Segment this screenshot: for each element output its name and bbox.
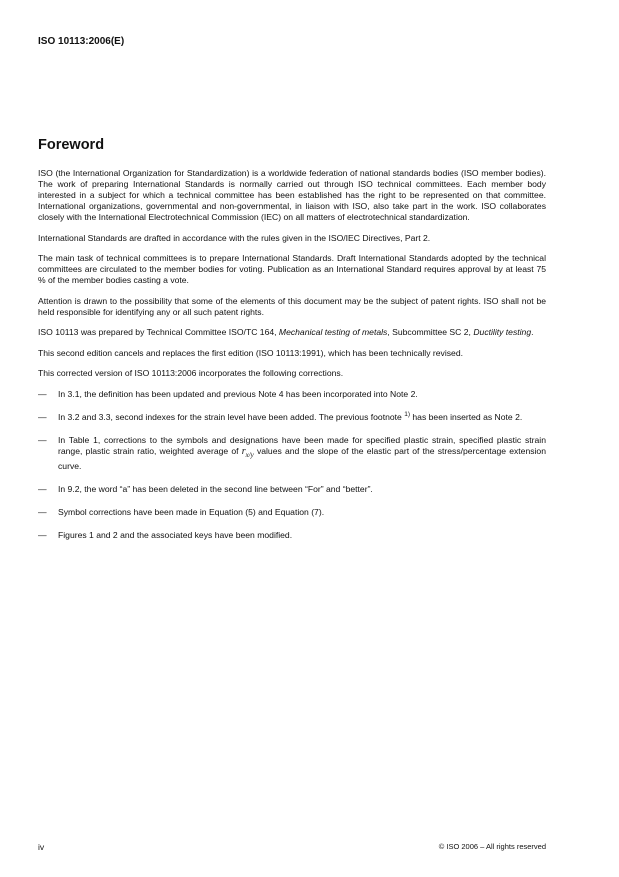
list-item [38,435,546,472]
paragraph-main-task: The main task of technical committees is to prepare International Standards. Draft International Standards adopted by the technical committees are circulated to the member bodies for voting. Publication as an International Standard requires approval by at least 75 % of the member bodies casting a vote. [38,253,546,285]
committee-name: Mechanical testing of metals [278,327,388,337]
foreword-body [38,168,546,553]
list-item [38,412,546,423]
correction-text-start: In Table 1, corrections to the symbols and designations have been made for specified plastic strain, specified plastic strain range, plastic strain ratio, weighted average of [58,434,546,456]
paragraph-directives: International Standards are drafted in accordance with the rules given in the ISO/IEC Directives, Part 2. [38,232,431,243]
paragraph-patent-rights: Attention is drawn to the possibility that some of the elements of this document may be the subject of patent rights. ISO shall not be held responsible for identifying any or all such patent rights. [38,295,546,317]
correction-text-end: has been inserted as Note 2. [410,411,523,422]
page-number: iv [38,842,45,852]
list-item [38,484,546,495]
symbol-r [242,446,254,457]
document-header-id: ISO 10113:2006(E) [38,36,125,47]
symbol-base: r [241,445,246,457]
list-dash: — [38,529,47,540]
correction-text: In 9.2, the word “a” has been deleted in the second line between “For” and “better”. [58,483,373,494]
paragraph-prepared-by [38,327,546,338]
correction-text-start: In 3.2 and 3.3, second indexes for the strain level have been added. The previous footnote [58,411,405,422]
correction-text: In 3.1, the definition has been updated and previous Note 4 has been incorporated into Note 2. [58,388,418,399]
list-item [38,389,546,400]
list-dash: — [38,388,47,399]
list-dash: — [38,506,47,517]
paragraph-edition: This second edition cancels and replaces the first edition (ISO 10113:1991), which has been technically revised. [38,347,463,358]
correction-text: Symbol corrections have been made in Equation (5) and Equation (7). [58,506,325,517]
list-item [38,507,546,518]
list-dash: — [38,411,47,422]
page-title: Foreword [38,137,105,153]
list-dash: — [38,434,47,445]
prepared-text-start: ISO 10113 was prepared by Technical Committee ISO/TC 164, [38,327,279,337]
paragraph-iso-intro: ISO (the International Organization for Standardization) is a worldwide federation of national standards bodies (ISO member bodies). The work of preparing International Standards is normally carried out through ISO technical committees. Each member body interested in a subject for which a technical committee has been established has the right to be represented on that committee. International organizations, governmental and non-governmental, in liaison with ISO, also take part in the work. ISO collaborates closely with the International Electrotechnical Commission (IEC) on all matters of electrotechnical standardization. [38,168,546,222]
prepared-text-middle: , Subcommittee SC 2, [387,327,474,337]
symbol-subscript: x/y [245,450,254,459]
copyright-notice: © ISO 2006 – All rights reserved [438,842,546,851]
list-item [38,530,546,541]
paragraph-corrections-intro: This corrected version of ISO 10113:2006 incorporates the following corrections. [38,368,344,378]
footnote-marker: 1) [404,410,410,418]
correction-text-end: values and the slope of the elastic part of the stress/percentage extension curve. [58,445,546,471]
corrections-list [38,389,546,541]
correction-text: Figures 1 and 2 and the associated keys have been modified. [58,529,293,540]
prepared-text-end: . [531,327,534,337]
list-dash: — [38,483,47,494]
subcommittee-name: Ductility testing [473,327,532,337]
